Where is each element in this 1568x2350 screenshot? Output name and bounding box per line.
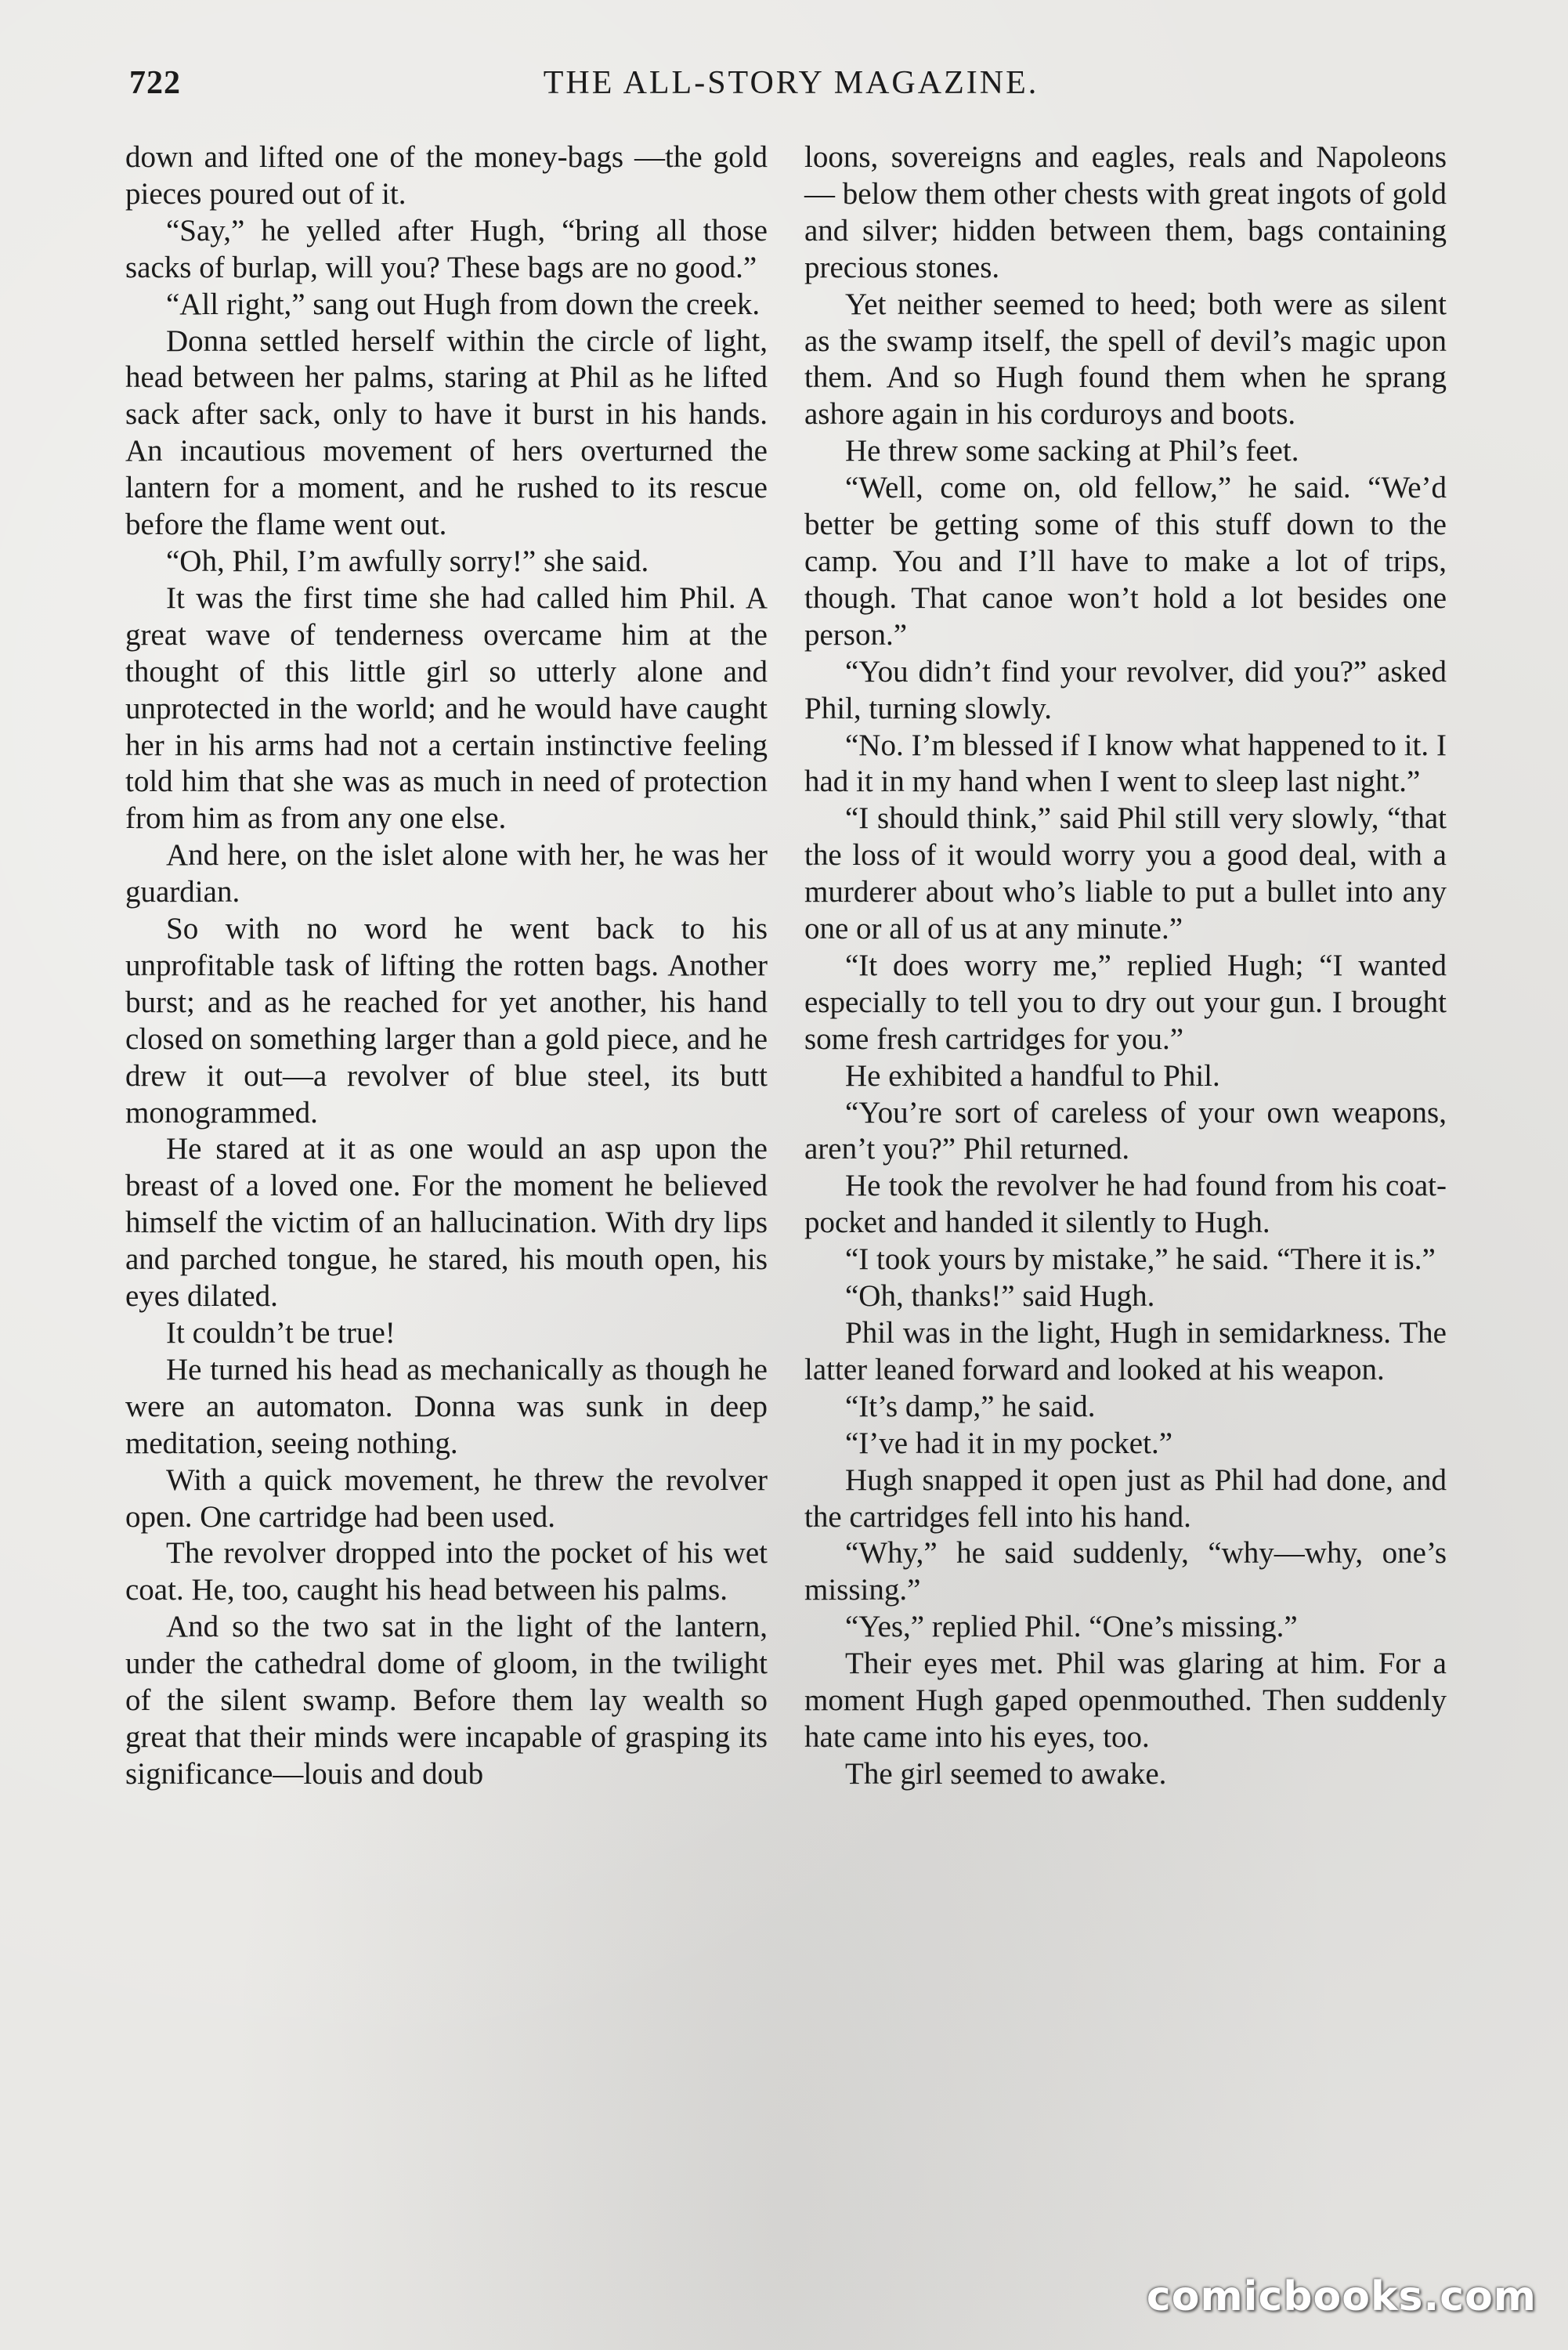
running-title: THE ALL-STORY MAGAZINE.	[543, 65, 1039, 101]
paragraph: He turned his head as mechanically as though he were an automaton. Donna was sunk in deep meditation, seeing nothing.	[125, 1352, 768, 1460]
paragraph: He took the revolver he had found from his coat-pocket and handed it silently to Hugh.	[804, 1169, 1447, 1240]
paragraph: So with no word he went back to his unprofitable task of lifting the rotten bags. Another burst; and as he reached for yet another, his hand closed on something larger than a gold piece, and he drew it out—a revolver of blue steel, its butt monogrammed.	[125, 912, 768, 1130]
paragraph: “It does worry me,” replied Hugh; “I wanted especially to tell you to dry out your gun. I brought some fresh cartridges for you.”	[804, 948, 1447, 1056]
paragraph: The girl seemed to awake.	[845, 1756, 1167, 1791]
left-column	[125, 139, 768, 1793]
paragraph: And here, on the islet alone with her, he was her guardian.	[125, 838, 768, 909]
paragraph: “Say,” he yelled after Hugh, “bring all those sacks of burlap, will you? These bags are no good.”	[125, 213, 768, 284]
paragraph: “Why,” he said suddenly, “why—why, one’s missing.”	[804, 1536, 1447, 1607]
paragraph: It was the first time she had called him Phil. A great wave of tenderness overcame him at the thought of this little girl so utterly alone and unprotected in the world; and he would have caught her in his arms had not a certain instinctive feeling told him that she was as much in need of protection from him as from any one else.	[125, 580, 768, 836]
paragraph: “You’re sort of careless of your own weapons, aren’t you?” Phil returned.	[804, 1095, 1447, 1166]
paragraph: Yet neither seemed to heed; both were as silent as the swamp itself, the spell of devil’s magic upon them. And so Hugh found them when he sprang ashore again in his corduroys and boots.	[804, 287, 1447, 432]
paragraph: “It’s damp,” he said.	[845, 1389, 1096, 1423]
paragraph: “No. I’m blessed if I know what happened to it. I had it in my hand when I went to sleep last night.”	[804, 728, 1447, 799]
paragraph: Hugh snapped it open just as Phil had done, and the cartridges fell into his hand.	[804, 1462, 1447, 1534]
paragraph: “You didn’t find your revolver, did you?” asked Phil, turning slowly.	[804, 654, 1447, 725]
paragraph: It couldn’t be true!	[166, 1316, 396, 1350]
paragraph: With a quick movement, he threw the revolver open. One cartridge had been used.	[125, 1462, 768, 1534]
paragraph: down and lifted one of the money-bags —the gold pieces poured out of it.	[125, 140, 768, 211]
paragraph: “I took yours by mistake,” he said. “There it is.”	[845, 1242, 1436, 1277]
paragraph: “Oh, Phil, I’m awfully sorry!” she said.	[166, 544, 649, 578]
paragraph: Phil was in the light, Hugh in semidarkness. The latter leaned forward and looked at his weapon.	[804, 1316, 1447, 1386]
paragraph: “I should think,” said Phil still very slowly, “that the loss of it would worry you a good deal, with a murderer about who’s liable to put a bullet into any one or all of us at any minute.”	[804, 801, 1447, 946]
paragraph: “Yes,” replied Phil. “One’s missing.”	[845, 1610, 1298, 1644]
paragraph: “I’ve had it in my pocket.”	[845, 1426, 1173, 1460]
paragraph: He exhibited a handful to Phil.	[845, 1058, 1220, 1093]
paragraph: The revolver dropped into the pocket of his wet coat. He, too, caught his head between his palms.	[125, 1536, 768, 1607]
page-number: 722	[129, 65, 181, 101]
paragraph: And so the two sat in the light of the lantern, under the cathedral dome of gloom, in the twilight of the silent swamp. Before them lay wealth so great that their minds were incapable of grasping its significance—louis and doub	[125, 1610, 768, 1791]
paragraph: “All right,” sang out Hugh from down the creek.	[166, 287, 761, 321]
paragraph: “Oh, thanks!” said Hugh.	[845, 1279, 1155, 1314]
watermark: comicbooks.com	[1146, 2273, 1537, 2320]
right-column	[804, 139, 1447, 1793]
paragraph: “Well, come on, old fellow,” he said. “We’d better be getting some of this stuff down to the camp. You and I’ll have to make a lot of trips, though. That canoe won’t hold a lot besides one person.”	[804, 471, 1447, 652]
paragraph: Their eyes met. Phil was glaring at him. For a moment Hugh gaped openmouthed. Then suddenly hate came into his eyes, too.	[804, 1647, 1447, 1754]
paragraph: He threw some sacking at Phil’s feet.	[845, 434, 1299, 468]
paragraph: He stared at it as one would an asp upon the breast of a loved one. For the moment he believed himself the victim of an hallucination. With dry lips and parched tongue, he stared, his mouth open, his eyes dilated.	[125, 1132, 768, 1314]
paragraph: loons, sovereigns and eagles, reals and Napoleons — below them other chests with great ingots of gold and silver; hidden between them, bags containing precious stones.	[804, 140, 1447, 284]
paragraph: Donna settled herself within the circle of light, head between her palms, staring at Phil as he lifted sack after sack, only to have it burst in his hands. An incautious movement of hers overturned the lantern for a moment, and he rushed to its rescue before the flame went out.	[125, 324, 768, 542]
